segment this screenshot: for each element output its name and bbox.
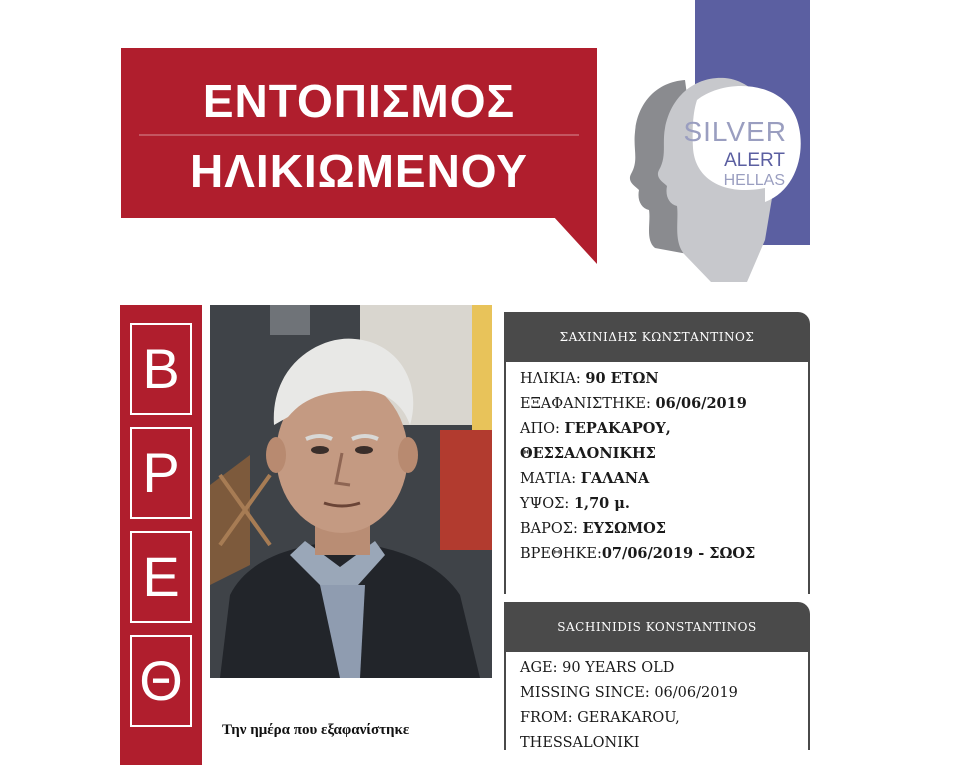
- card-gr-body: [504, 362, 810, 594]
- row-value: 07/06/2019 - ΣΩΟΣ: [601, 545, 756, 562]
- row-value: 90 YEARS OLD: [562, 660, 675, 676]
- banner-tail-shape: [553, 216, 597, 264]
- card-en-row: [520, 685, 738, 701]
- card-en-name-header: SACHINIDIS KONSTANTINOS: [504, 602, 810, 652]
- card-gr-row: [520, 420, 671, 437]
- row-label: ΑΠΟ:: [520, 421, 560, 437]
- row-value: 1,70 μ.: [573, 495, 630, 512]
- row-value: ΓΕΡΑΚΑΡΟΥ,: [564, 420, 671, 437]
- vertical-letter-4: Θ: [130, 635, 192, 727]
- row-label: ΒΑΡΟΣ:: [520, 521, 578, 537]
- row-value: ΘΕΣΣΑΛΟΝΙΚΗΣ: [520, 445, 656, 462]
- title-banner: [121, 48, 597, 218]
- card-gr-row: [520, 470, 649, 487]
- card-gr-row: [520, 395, 747, 412]
- vertical-letter-1: Β: [130, 323, 192, 415]
- row-label: ΒΡΕΘΗΚΕ:: [520, 546, 602, 562]
- vertical-word-panel: [120, 305, 202, 765]
- logo-hellas-text: HELLAS: [723, 172, 785, 189]
- row-value: ΓΑΛΑΝΑ: [580, 470, 650, 487]
- row-value: GERAKAROU,: [577, 710, 680, 726]
- row-label: AGE:: [520, 660, 558, 676]
- card-en-row: [520, 710, 680, 726]
- row-value: 06/06/2019: [654, 685, 738, 701]
- card-gr-row: [520, 445, 656, 462]
- card-gr-row: [520, 495, 630, 512]
- card-gr-name-header: ΣΑΧΙΝΙΔΗΣ ΚΩΝΣΤΑΝΤΙΝΟΣ: [504, 312, 810, 362]
- card-en-row: [520, 660, 674, 676]
- vertical-letter-2: Ρ: [130, 427, 192, 519]
- vertical-letter-3: Ε: [130, 531, 192, 623]
- photo-caption: Την ημέρα που εξαφανίστηκε: [222, 722, 410, 738]
- portrait-illustration: [210, 305, 492, 678]
- banner-title-line-2: ΗΛΙΚΙΩΜΕΝΟΥ: [190, 145, 528, 197]
- row-value: THESSALONIKI: [520, 735, 640, 751]
- row-label: FROM:: [520, 710, 573, 726]
- row-label: ΜΑΤΙΑ:: [520, 471, 577, 487]
- card-gr-row: [520, 520, 666, 537]
- card-gr-row: [520, 370, 659, 387]
- row-label: ΗΛΙΚΙΑ:: [520, 371, 581, 387]
- row-label: MISSING SINCE:: [520, 685, 650, 701]
- row-value: ΕΥΣΩΜΟΣ: [582, 520, 667, 537]
- row-label: ΕΞΑΦΑΝΙΣΤΗΚΕ:: [520, 396, 651, 412]
- portrait-photo: [210, 305, 492, 678]
- card-gr-row: [520, 545, 755, 562]
- banner-title-line-1: ΕΝΤΟΠΙΣΜΟΣ: [202, 75, 516, 127]
- row-label: ΥΨΟΣ:: [520, 496, 570, 512]
- banner-divider: [139, 134, 579, 136]
- card-en-body: [504, 652, 810, 750]
- row-value: 06/06/2019: [655, 395, 747, 412]
- logo-alert-text: ALERT: [724, 150, 785, 171]
- logo-silver-text: SILVER: [683, 116, 787, 147]
- row-value: 90 ΕΤΩΝ: [585, 370, 659, 387]
- card-en-row: [520, 735, 639, 751]
